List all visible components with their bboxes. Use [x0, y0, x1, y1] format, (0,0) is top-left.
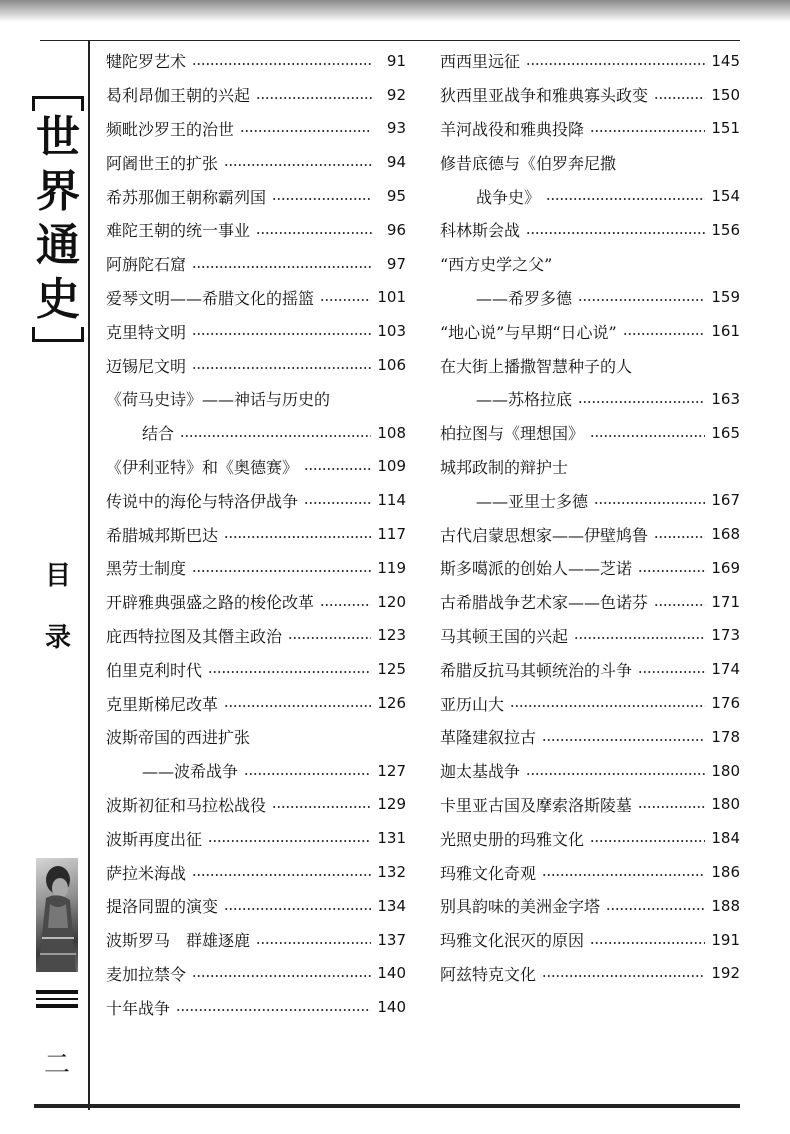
toc-entry-title: 城邦政制的辩护士 [440, 457, 569, 477]
toc-entry-title: 卡里亚古国及摩索洛斯陵墓 [440, 795, 633, 815]
toc-leader-dots [654, 536, 705, 538]
toc-entry [440, 179, 740, 213]
toc-entry-page: 174 [711, 660, 740, 679]
toc-label-char: 录 [44, 623, 71, 653]
frame-divider-line [88, 40, 90, 1110]
toc-entry-page: 103 [377, 322, 406, 341]
toc-entry-title: ——苏格拉底 [476, 390, 573, 410]
toc-entry-page: 191 [711, 930, 740, 949]
toc-entry-page: 159 [711, 288, 740, 307]
toc-entry-title: 《荷马史诗》——神话与历史的 [106, 390, 331, 410]
toc-entry [106, 145, 406, 179]
toc-leader-dots [224, 164, 372, 166]
toc-entry [440, 957, 740, 991]
toc-entry [106, 382, 406, 416]
toc-column-left [106, 44, 406, 1024]
toc-leader-dots [590, 840, 705, 842]
toc-leader-dots [654, 97, 705, 99]
toc-leader-dots [594, 502, 705, 504]
toc-entry-title: ——亚里士多德 [476, 491, 589, 511]
toc-entry [106, 44, 406, 78]
toc-leader-dots [272, 198, 372, 200]
toc-entry [106, 686, 406, 720]
toc-entry [106, 517, 406, 551]
toc-entry-page: 95 [386, 187, 406, 206]
toc-leader-dots [192, 570, 371, 572]
toc-entry-page: 151 [711, 119, 740, 138]
toc-entry [440, 213, 740, 247]
toc-entry-page: 119 [377, 558, 406, 577]
toc-leader-dots [578, 401, 705, 403]
toc-leader-dots [180, 435, 371, 437]
toc-leader-dots [192, 367, 371, 369]
toc-leader-dots [288, 637, 371, 639]
toc-entry-title: 黑劳士制度 [106, 559, 187, 579]
toc-entry-page: 120 [377, 592, 406, 611]
toc-entry-page: 161 [711, 322, 740, 341]
toc-entry-title: 迦太基战争 [440, 762, 521, 782]
toc-leader-dots [320, 299, 371, 301]
toc-entry-page: 109 [377, 457, 406, 476]
toc-entry [106, 889, 406, 923]
toc-leader-dots [320, 604, 371, 606]
toc-entry-page: 180 [711, 795, 740, 814]
toc-entry [106, 821, 406, 855]
title-bracket-bottom [32, 327, 84, 342]
toc-entry-title: 开辟雅典强盛之路的梭伦改革 [106, 593, 315, 613]
toc-leader-dots [654, 604, 705, 606]
toc-leader-dots [542, 874, 705, 876]
toc-entry-title: 马其顿王国的兴起 [440, 626, 569, 646]
toc-entry [440, 416, 740, 450]
toc-entry [440, 78, 740, 112]
toc-entry [440, 551, 740, 585]
toc-entry-page: 94 [386, 153, 406, 172]
portrait-illustration [36, 858, 78, 972]
toc-entry [106, 314, 406, 348]
toc-entry-page: 140 [377, 998, 406, 1017]
toc-leader-dots [272, 806, 371, 808]
toc-leader-dots [192, 975, 371, 977]
toc-entry-title: 古代启蒙思想家——伊壁鸠鲁 [440, 525, 649, 545]
title-char: 史 [36, 274, 80, 325]
toc-entry-title: 克里斯梯尼改革 [106, 694, 219, 714]
toc-entry-title: 萨拉米海战 [106, 863, 187, 883]
toc-entry [440, 44, 740, 78]
title-char: 世 [36, 112, 80, 163]
title-char: 界 [36, 166, 80, 217]
toc-entry-page: 114 [377, 491, 406, 510]
toc-entry [440, 585, 740, 619]
toc-entry-title: 结合 [142, 424, 175, 444]
title-bracket-top [32, 96, 84, 111]
toc-leader-dots [638, 671, 705, 673]
toc-entry [440, 652, 740, 686]
toc-leader-dots [590, 942, 705, 944]
toc-entry-page: 108 [377, 423, 406, 442]
toc-leader-dots [526, 232, 705, 234]
book-title [30, 96, 86, 342]
toc-leader-dots [526, 773, 705, 775]
toc-entry-page: 180 [711, 761, 740, 780]
toc-entry-title: 柏拉图与《理想国》 [440, 424, 585, 444]
toc-entry-title: 革隆建叙拉古 [440, 728, 537, 748]
toc-entry [106, 855, 406, 889]
toc-entry-title: 玛雅文化奇观 [440, 863, 537, 883]
toc-entry-title: 波斯初征和马拉松战役 [106, 795, 267, 815]
toc-entry-title: 阿旃陀石窟 [106, 255, 187, 275]
toc-entry-title: 战争史》 [476, 187, 541, 207]
toc-entry-title: 玛雅文化泯灭的原因 [440, 931, 585, 951]
toc-entry-title: 羊河战役和雅典投降 [440, 119, 585, 139]
toc-entry-page: 92 [386, 85, 406, 104]
toc-leader-dots [546, 198, 705, 200]
toc-entry-title: 修昔底德与《伯罗奔尼撒 [440, 153, 617, 173]
toc-entry-page: 176 [711, 694, 740, 713]
toc-leader-dots [304, 468, 371, 470]
toc-entry-page: 156 [711, 220, 740, 239]
toc-entry-page: 169 [711, 558, 740, 577]
toc-entry-title: 希腊城邦斯巴达 [106, 525, 219, 545]
toc-entry-page: 171 [711, 592, 740, 611]
toc-entry [440, 382, 740, 416]
toc-entry-page: 184 [711, 829, 740, 848]
toc-leader-dots [256, 232, 372, 234]
toc-entry-title: “地心说”与早期“日心说” [440, 322, 617, 342]
toc-entry [440, 855, 740, 889]
toc-entry-page: 145 [711, 51, 740, 70]
toc-entry-title: 庇西特拉图及其僭主政治 [106, 626, 283, 646]
toc-entry-title: 传说中的海伦与特洛伊战争 [106, 491, 299, 511]
frame-top-line [40, 40, 740, 41]
toc-entry [440, 720, 740, 754]
toc-entry [440, 314, 740, 348]
toc-entry [106, 923, 406, 957]
toc-leader-dots [176, 1009, 371, 1011]
toc-leader-dots [606, 908, 705, 910]
toc-leader-dots [192, 63, 372, 65]
toc-leader-dots [256, 942, 371, 944]
toc-entry-page: 140 [377, 964, 406, 983]
toc-entry [106, 788, 406, 822]
toc-entry [440, 281, 740, 315]
toc-entry [440, 112, 740, 146]
toc-leader-dots [240, 130, 372, 132]
toc-entry [106, 585, 406, 619]
toc-leader-dots [542, 975, 705, 977]
toc-entry-page: 132 [377, 863, 406, 882]
toc-entry [440, 145, 740, 179]
toc-entry-page: 93 [386, 119, 406, 138]
toc-entry-title: 斯多噶派的创始人——芝诺 [440, 559, 633, 579]
frame-bottom-line [34, 1104, 740, 1108]
toc-entry-page: 127 [377, 761, 406, 780]
toc-leader-dots [526, 63, 705, 65]
toc-entry-page: 131 [377, 829, 406, 848]
toc-leader-dots [224, 908, 371, 910]
decorative-rules [36, 990, 78, 1008]
toc-entry [106, 179, 406, 213]
scan-top-shadow [0, 0, 790, 22]
toc-entry [106, 450, 406, 484]
toc-entry [106, 416, 406, 450]
toc-leader-dots [224, 705, 371, 707]
toc-leader-dots [224, 536, 371, 538]
toc-entry-title: 爱琴文明——希腊文化的摇篮 [106, 288, 315, 308]
toc-label [38, 545, 78, 669]
toc-entry-title: 波斯罗马 群雄逐鹿 [106, 931, 251, 951]
toc-entry-title: 十年战争 [106, 998, 171, 1018]
toc-entry-page: 126 [377, 694, 406, 713]
toc-entry [440, 517, 740, 551]
toc-leader-dots [244, 773, 371, 775]
toc-entry-title: 别具韵味的美洲金字塔 [440, 897, 601, 917]
toc-entry-page: 106 [377, 356, 406, 375]
toc-entry-page: 154 [711, 187, 740, 206]
toc-leader-dots [590, 130, 705, 132]
toc-column-right [440, 44, 740, 990]
toc-entry-title: 阿兹特克文化 [440, 964, 537, 984]
toc-entry-page: 167 [711, 491, 740, 510]
toc-leader-dots [208, 840, 371, 842]
toc-entry-title: 狄西里亚战争和雅典寡头政变 [440, 86, 649, 106]
title-char: 通 [36, 220, 80, 271]
toc-leader-dots [304, 502, 371, 504]
toc-entry-title: 科林斯会战 [440, 221, 521, 241]
toc-entry-page: 123 [377, 626, 406, 645]
toc-entry-title: 波斯再度出征 [106, 829, 203, 849]
toc-entry-title: 伯里克利时代 [106, 660, 203, 680]
toc-leader-dots [208, 671, 371, 673]
toc-entry [440, 788, 740, 822]
toc-leader-dots [542, 739, 705, 741]
toc-entry-title: 迈锡尼文明 [106, 356, 187, 376]
toc-leader-dots [574, 637, 705, 639]
page-number: 二 [43, 1050, 70, 1080]
toc-entry-title: 麦加拉禁令 [106, 964, 187, 984]
toc-entry [106, 483, 406, 517]
toc-leader-dots [638, 806, 705, 808]
toc-entry [106, 754, 406, 788]
toc-entry-page: 178 [711, 727, 740, 746]
toc-entry-title: 古希腊战争艺术家——色诺芬 [440, 593, 649, 613]
toc-label-char: 目 [44, 561, 71, 591]
toc-entry-page: 192 [711, 964, 740, 983]
toc-entry-title: 阿阇世王的扩张 [106, 153, 219, 173]
toc-entry-page: 173 [711, 626, 740, 645]
toc-entry-page: 137 [377, 930, 406, 949]
toc-leader-dots [256, 97, 372, 99]
toc-entry [440, 923, 740, 957]
toc-entry [440, 754, 740, 788]
toc-entry-title: ——希罗多德 [476, 288, 573, 308]
toc-entry-title: 光照史册的玛雅文化 [440, 829, 585, 849]
toc-entry [106, 957, 406, 991]
toc-entry-title: “西方史学之父” [440, 255, 553, 275]
toc-entry-page: 129 [377, 795, 406, 814]
toc-leader-dots [623, 333, 706, 335]
toc-entry [106, 213, 406, 247]
toc-entry [106, 619, 406, 653]
toc-entry-page: 91 [386, 51, 406, 70]
toc-entry-title: 难陀王朝的统一事业 [106, 221, 251, 241]
toc-entry [106, 551, 406, 585]
toc-leader-dots [192, 333, 371, 335]
toc-entry-page: 168 [711, 525, 740, 544]
toc-entry-page: 117 [377, 525, 406, 544]
toc-leader-dots [510, 705, 705, 707]
toc-entry-page: 97 [386, 254, 406, 273]
toc-leader-dots [638, 570, 705, 572]
toc-entry [440, 821, 740, 855]
toc-entry [440, 483, 740, 517]
toc-leader-dots [578, 299, 705, 301]
toc-entry-page: 186 [711, 863, 740, 882]
toc-entry-title: 希腊反抗马其顿统治的斗争 [440, 660, 633, 680]
toc-entry [106, 652, 406, 686]
toc-leader-dots [192, 266, 372, 268]
toc-entry [106, 247, 406, 281]
toc-entry-page: 125 [377, 660, 406, 679]
toc-entry-title: 曷利昂伽王朝的兴起 [106, 86, 251, 106]
toc-entry [440, 450, 740, 484]
toc-leader-dots [590, 435, 705, 437]
toc-entry [440, 247, 740, 281]
toc-entry-page: 188 [711, 896, 740, 915]
toc-entry [440, 889, 740, 923]
toc-entry [106, 990, 406, 1024]
toc-entry-page: 96 [386, 220, 406, 239]
toc-entry-title: 频毗沙罗王的治世 [106, 119, 235, 139]
toc-entry-title: 克里特文明 [106, 322, 187, 342]
toc-entry-title: 希苏那伽王朝称霸列国 [106, 187, 267, 207]
toc-entry-page: 101 [377, 288, 406, 307]
toc-entry [106, 78, 406, 112]
toc-entry-page: 150 [711, 85, 740, 104]
toc-entry-title: 亚历山大 [440, 694, 505, 714]
toc-entry [106, 348, 406, 382]
toc-entry [440, 686, 740, 720]
toc-entry-title: 《伊利亚特》和《奥德赛》 [106, 457, 299, 477]
toc-entry-title: 波斯帝国的西进扩张 [106, 728, 251, 748]
toc-entry-page: 134 [377, 896, 406, 915]
toc-entry [106, 720, 406, 754]
toc-entry-title: 西西里远征 [440, 52, 521, 72]
toc-entry-page: 163 [711, 389, 740, 408]
toc-entry-title: 犍陀罗艺术 [106, 52, 187, 72]
toc-entry [440, 348, 740, 382]
toc-entry-title: ——波希战争 [142, 762, 239, 782]
toc-entry-title: 提洛同盟的演变 [106, 897, 219, 917]
toc-entry [106, 281, 406, 315]
toc-entry [440, 619, 740, 653]
toc-entry [106, 112, 406, 146]
toc-entry-title: 在大街上播撒智慧种子的人 [440, 356, 633, 376]
toc-leader-dots [192, 874, 371, 876]
toc-entry-page: 165 [711, 423, 740, 442]
